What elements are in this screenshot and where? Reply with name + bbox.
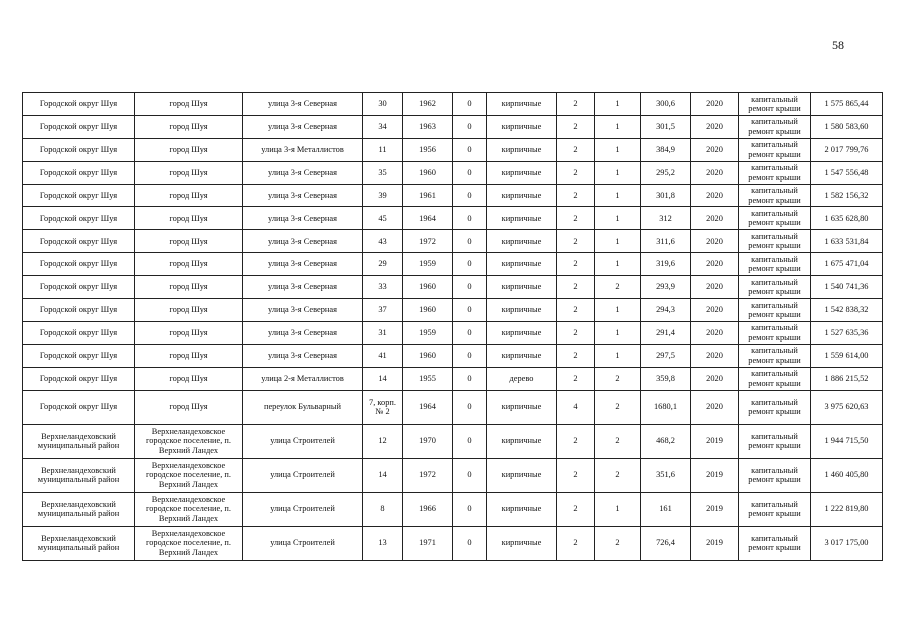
- cell-cost: 1 575 865,44: [811, 93, 883, 116]
- cell-floors: 2: [557, 526, 595, 560]
- cell-year: 1960: [403, 299, 453, 322]
- cell-floors: 2: [557, 321, 595, 344]
- cell-entrances: 1: [595, 321, 641, 344]
- cell-district: Городской округ Шуя: [23, 299, 135, 322]
- cell-work: капитальный ремонт крыши: [739, 526, 811, 560]
- cell-entrances: 2: [595, 390, 641, 424]
- cell-settlement: город Шуя: [135, 390, 243, 424]
- cell-house: 31: [363, 321, 403, 344]
- cell-street: переулок Бульварный: [243, 390, 363, 424]
- cell-year: 1959: [403, 253, 453, 276]
- cell-entrances: 1: [595, 253, 641, 276]
- cell-year: 1971: [403, 526, 453, 560]
- cell-street: улица 3-я Металлистов: [243, 138, 363, 161]
- cell-area: 295,2: [641, 161, 691, 184]
- table-row: [23, 253, 883, 276]
- cell-area: 384,9: [641, 138, 691, 161]
- cell-settlement: город Шуя: [135, 161, 243, 184]
- cell-settlement: город Шуя: [135, 184, 243, 207]
- cell-plan-year: 2019: [691, 458, 739, 492]
- cell-area: 297,5: [641, 344, 691, 367]
- cell-work: капитальный ремонт крыши: [739, 207, 811, 230]
- cell-plan-year: 2019: [691, 424, 739, 458]
- cell-street: улица 3-я Северная: [243, 230, 363, 253]
- cell-area: 359,8: [641, 367, 691, 390]
- cell-street: улица 3-я Северная: [243, 276, 363, 299]
- cell-year: 1960: [403, 276, 453, 299]
- cell-cost: 1 540 741,36: [811, 276, 883, 299]
- cell-cost: 1 886 215,52: [811, 367, 883, 390]
- cell-year: 1959: [403, 321, 453, 344]
- cell-cost: 1 222 819,80: [811, 492, 883, 526]
- cell-cost: 1 582 156,32: [811, 184, 883, 207]
- cell-zero: 0: [453, 161, 487, 184]
- cell-plan-year: 2020: [691, 207, 739, 230]
- cell-floors: 2: [557, 424, 595, 458]
- cell-street: улица 3-я Северная: [243, 184, 363, 207]
- table-row: [23, 299, 883, 322]
- cell-material: кирпичные: [487, 184, 557, 207]
- cell-work: капитальный ремонт крыши: [739, 184, 811, 207]
- cell-street: улица 2-я Металлистов: [243, 367, 363, 390]
- cell-work: капитальный ремонт крыши: [739, 299, 811, 322]
- cell-settlement: Верхнеландеховское городское поселение, п. Верхний Ландех: [135, 492, 243, 526]
- cell-floors: 2: [557, 253, 595, 276]
- table-row: [23, 390, 883, 424]
- cell-house: 7, корп. № 2: [363, 390, 403, 424]
- page-number: 58: [832, 38, 844, 52]
- cell-zero: 0: [453, 424, 487, 458]
- cell-entrances: 1: [595, 492, 641, 526]
- cell-area: 351,6: [641, 458, 691, 492]
- cell-work: капитальный ремонт крыши: [739, 424, 811, 458]
- cell-settlement: город Шуя: [135, 253, 243, 276]
- cell-entrances: 1: [595, 138, 641, 161]
- cell-work: капитальный ремонт крыши: [739, 458, 811, 492]
- cell-district: Верхнеландеховский муниципальный район: [23, 492, 135, 526]
- cell-zero: 0: [453, 253, 487, 276]
- cell-entrances: 1: [595, 230, 641, 253]
- cell-floors: 2: [557, 367, 595, 390]
- cell-zero: 0: [453, 458, 487, 492]
- cell-floors: 2: [557, 184, 595, 207]
- cell-settlement: город Шуя: [135, 321, 243, 344]
- cell-district: Городской округ Шуя: [23, 138, 135, 161]
- cell-zero: 0: [453, 276, 487, 299]
- cell-zero: 0: [453, 115, 487, 138]
- cell-street: улица Строителей: [243, 458, 363, 492]
- table-row: [23, 207, 883, 230]
- cell-entrances: 2: [595, 458, 641, 492]
- cell-house: 34: [363, 115, 403, 138]
- cell-material: кирпичные: [487, 276, 557, 299]
- cell-work: капитальный ремонт крыши: [739, 253, 811, 276]
- cell-house: 35: [363, 161, 403, 184]
- table-row: [23, 367, 883, 390]
- cell-entrances: 1: [595, 115, 641, 138]
- cell-cost: 1 559 614,00: [811, 344, 883, 367]
- cell-cost: 1 635 628,80: [811, 207, 883, 230]
- cell-plan-year: 2020: [691, 253, 739, 276]
- cell-house: 12: [363, 424, 403, 458]
- cell-entrances: 2: [595, 526, 641, 560]
- cell-settlement: город Шуя: [135, 115, 243, 138]
- cell-settlement: город Шуя: [135, 367, 243, 390]
- cell-material: кирпичные: [487, 115, 557, 138]
- cell-work: капитальный ремонт крыши: [739, 390, 811, 424]
- cell-street: улица 3-я Северная: [243, 115, 363, 138]
- table-row: [23, 321, 883, 344]
- cell-plan-year: 2020: [691, 184, 739, 207]
- cell-settlement: город Шуя: [135, 299, 243, 322]
- cell-house: 13: [363, 526, 403, 560]
- cell-year: 1972: [403, 230, 453, 253]
- cell-plan-year: 2020: [691, 138, 739, 161]
- cell-area: 726,4: [641, 526, 691, 560]
- cell-material: кирпичные: [487, 321, 557, 344]
- cell-street: улица 3-я Северная: [243, 299, 363, 322]
- cell-entrances: 2: [595, 367, 641, 390]
- cell-plan-year: 2020: [691, 230, 739, 253]
- cell-district: Городской округ Шуя: [23, 230, 135, 253]
- table-row: [23, 344, 883, 367]
- cell-cost: 1 675 471,04: [811, 253, 883, 276]
- cell-plan-year: 2020: [691, 115, 739, 138]
- cell-plan-year: 2020: [691, 299, 739, 322]
- table-row: [23, 184, 883, 207]
- cell-settlement: город Шуя: [135, 344, 243, 367]
- cell-zero: 0: [453, 230, 487, 253]
- table-row: [23, 230, 883, 253]
- cell-area: 161: [641, 492, 691, 526]
- cell-entrances: 2: [595, 424, 641, 458]
- cell-cost: 1 542 838,32: [811, 299, 883, 322]
- cell-cost: 1 633 531,84: [811, 230, 883, 253]
- cell-district: Городской округ Шуя: [23, 93, 135, 116]
- cell-area: 294,3: [641, 299, 691, 322]
- cell-zero: 0: [453, 138, 487, 161]
- cell-work: капитальный ремонт крыши: [739, 344, 811, 367]
- cell-settlement: Верхнеландеховское городское поселение, п. Верхний Ландех: [135, 458, 243, 492]
- cell-material: кирпичные: [487, 458, 557, 492]
- cell-settlement: город Шуя: [135, 207, 243, 230]
- cell-district: Городской округ Шуя: [23, 161, 135, 184]
- cell-area: 312: [641, 207, 691, 230]
- cell-material: кирпичные: [487, 344, 557, 367]
- cell-zero: 0: [453, 184, 487, 207]
- table-row: [23, 458, 883, 492]
- cell-zero: 0: [453, 390, 487, 424]
- cell-plan-year: 2020: [691, 321, 739, 344]
- cell-work: капитальный ремонт крыши: [739, 115, 811, 138]
- cell-zero: 0: [453, 207, 487, 230]
- cell-street: улица 3-я Северная: [243, 253, 363, 276]
- cell-house: 37: [363, 299, 403, 322]
- cell-area: 300,6: [641, 93, 691, 116]
- cell-work: капитальный ремонт крыши: [739, 230, 811, 253]
- cell-material: кирпичные: [487, 253, 557, 276]
- cell-plan-year: 2019: [691, 526, 739, 560]
- cell-cost: 1 527 635,36: [811, 321, 883, 344]
- cell-area: 301,8: [641, 184, 691, 207]
- cell-material: кирпичные: [487, 299, 557, 322]
- cell-district: Верхнеландеховский муниципальный район: [23, 526, 135, 560]
- cell-entrances: 1: [595, 184, 641, 207]
- cell-cost: 1 460 405,80: [811, 458, 883, 492]
- cell-floors: 2: [557, 299, 595, 322]
- cell-year: 1963: [403, 115, 453, 138]
- cell-street: улица 3-я Северная: [243, 207, 363, 230]
- cell-entrances: 1: [595, 207, 641, 230]
- cell-cost: 3 017 175,00: [811, 526, 883, 560]
- cell-floors: 2: [557, 138, 595, 161]
- cell-cost: 1 580 583,60: [811, 115, 883, 138]
- cell-floors: 2: [557, 93, 595, 116]
- cell-area: 301,5: [641, 115, 691, 138]
- cell-district: Верхнеландеховский муниципальный район: [23, 458, 135, 492]
- cell-material: кирпичные: [487, 93, 557, 116]
- cell-plan-year: 2020: [691, 93, 739, 116]
- cell-plan-year: 2020: [691, 367, 739, 390]
- cell-area: 319,6: [641, 253, 691, 276]
- cell-floors: 2: [557, 161, 595, 184]
- cell-area: 293,9: [641, 276, 691, 299]
- cell-entrances: 1: [595, 161, 641, 184]
- cell-settlement: город Шуя: [135, 230, 243, 253]
- cell-year: 1972: [403, 458, 453, 492]
- cell-district: Городской округ Шуя: [23, 367, 135, 390]
- cell-house: 14: [363, 458, 403, 492]
- cell-entrances: 1: [595, 299, 641, 322]
- cell-area: 1680,1: [641, 390, 691, 424]
- cell-zero: 0: [453, 367, 487, 390]
- cell-year: 1960: [403, 161, 453, 184]
- cell-house: 30: [363, 93, 403, 116]
- housing-repair-table: [22, 92, 883, 561]
- table-row: [23, 276, 883, 299]
- cell-floors: 2: [557, 492, 595, 526]
- cell-settlement: город Шуя: [135, 93, 243, 116]
- table-row: [23, 93, 883, 116]
- cell-floors: 2: [557, 115, 595, 138]
- cell-plan-year: 2020: [691, 390, 739, 424]
- cell-settlement: Верхнеландеховское городское поселение, п. Верхний Ландех: [135, 526, 243, 560]
- cell-district: Городской округ Шуя: [23, 390, 135, 424]
- cell-house: 41: [363, 344, 403, 367]
- cell-district: Городской округ Шуя: [23, 115, 135, 138]
- cell-work: капитальный ремонт крыши: [739, 276, 811, 299]
- cell-zero: 0: [453, 93, 487, 116]
- cell-district: Городской округ Шуя: [23, 207, 135, 230]
- cell-material: кирпичные: [487, 492, 557, 526]
- cell-zero: 0: [453, 492, 487, 526]
- cell-area: 291,4: [641, 321, 691, 344]
- cell-year: 1956: [403, 138, 453, 161]
- cell-district: Верхнеландеховский муниципальный район: [23, 424, 135, 458]
- cell-street: улица Строителей: [243, 526, 363, 560]
- cell-district: Городской округ Шуя: [23, 321, 135, 344]
- table-row: [23, 138, 883, 161]
- cell-street: улица 3-я Северная: [243, 321, 363, 344]
- table-row: [23, 492, 883, 526]
- cell-cost: 2 017 799,76: [811, 138, 883, 161]
- cell-work: капитальный ремонт крыши: [739, 161, 811, 184]
- cell-settlement: город Шуя: [135, 138, 243, 161]
- cell-cost: 1 547 556,48: [811, 161, 883, 184]
- cell-work: капитальный ремонт крыши: [739, 367, 811, 390]
- cell-plan-year: 2019: [691, 492, 739, 526]
- cell-street: улица 3-я Северная: [243, 93, 363, 116]
- cell-plan-year: 2020: [691, 161, 739, 184]
- cell-house: 11: [363, 138, 403, 161]
- cell-house: 45: [363, 207, 403, 230]
- cell-plan-year: 2020: [691, 276, 739, 299]
- cell-zero: 0: [453, 344, 487, 367]
- cell-material: кирпичные: [487, 161, 557, 184]
- cell-material: дерево: [487, 367, 557, 390]
- cell-floors: 2: [557, 230, 595, 253]
- cell-year: 1966: [403, 492, 453, 526]
- cell-house: 8: [363, 492, 403, 526]
- cell-settlement: город Шуя: [135, 276, 243, 299]
- cell-work: капитальный ремонт крыши: [739, 93, 811, 116]
- cell-material: кирпичные: [487, 526, 557, 560]
- cell-year: 1962: [403, 93, 453, 116]
- cell-plan-year: 2020: [691, 344, 739, 367]
- cell-area: 468,2: [641, 424, 691, 458]
- cell-year: 1961: [403, 184, 453, 207]
- cell-cost: 1 944 715,50: [811, 424, 883, 458]
- cell-house: 39: [363, 184, 403, 207]
- cell-work: капитальный ремонт крыши: [739, 492, 811, 526]
- cell-material: кирпичные: [487, 207, 557, 230]
- cell-floors: 2: [557, 207, 595, 230]
- cell-district: Городской округ Шуя: [23, 344, 135, 367]
- cell-entrances: 1: [595, 344, 641, 367]
- cell-year: 1970: [403, 424, 453, 458]
- cell-district: Городской округ Шуя: [23, 184, 135, 207]
- cell-district: Городской округ Шуя: [23, 276, 135, 299]
- table-body: [23, 93, 883, 561]
- cell-zero: 0: [453, 526, 487, 560]
- cell-cost: 3 975 620,63: [811, 390, 883, 424]
- cell-street: улица Строителей: [243, 492, 363, 526]
- cell-material: кирпичные: [487, 138, 557, 161]
- cell-work: капитальный ремонт крыши: [739, 138, 811, 161]
- cell-street: улица Строителей: [243, 424, 363, 458]
- cell-year: 1964: [403, 207, 453, 230]
- table-row: [23, 526, 883, 560]
- cell-entrances: 2: [595, 276, 641, 299]
- cell-floors: 2: [557, 276, 595, 299]
- cell-material: кирпичные: [487, 424, 557, 458]
- table-row: [23, 161, 883, 184]
- cell-house: 14: [363, 367, 403, 390]
- table-row: [23, 424, 883, 458]
- cell-floors: 4: [557, 390, 595, 424]
- cell-zero: 0: [453, 321, 487, 344]
- cell-work: капитальный ремонт крыши: [739, 321, 811, 344]
- cell-entrances: 1: [595, 93, 641, 116]
- cell-floors: 2: [557, 458, 595, 492]
- cell-year: 1955: [403, 367, 453, 390]
- cell-street: улица 3-я Северная: [243, 344, 363, 367]
- cell-year: 1964: [403, 390, 453, 424]
- cell-material: кирпичные: [487, 230, 557, 253]
- cell-year: 1960: [403, 344, 453, 367]
- table-row: [23, 115, 883, 138]
- cell-settlement: Верхнеландеховское городское поселение, п. Верхний Ландех: [135, 424, 243, 458]
- cell-district: Городской округ Шуя: [23, 253, 135, 276]
- cell-street: улица 3-я Северная: [243, 161, 363, 184]
- cell-floors: 2: [557, 344, 595, 367]
- cell-house: 29: [363, 253, 403, 276]
- cell-house: 33: [363, 276, 403, 299]
- cell-material: кирпичные: [487, 390, 557, 424]
- cell-house: 43: [363, 230, 403, 253]
- cell-zero: 0: [453, 299, 487, 322]
- cell-area: 311,6: [641, 230, 691, 253]
